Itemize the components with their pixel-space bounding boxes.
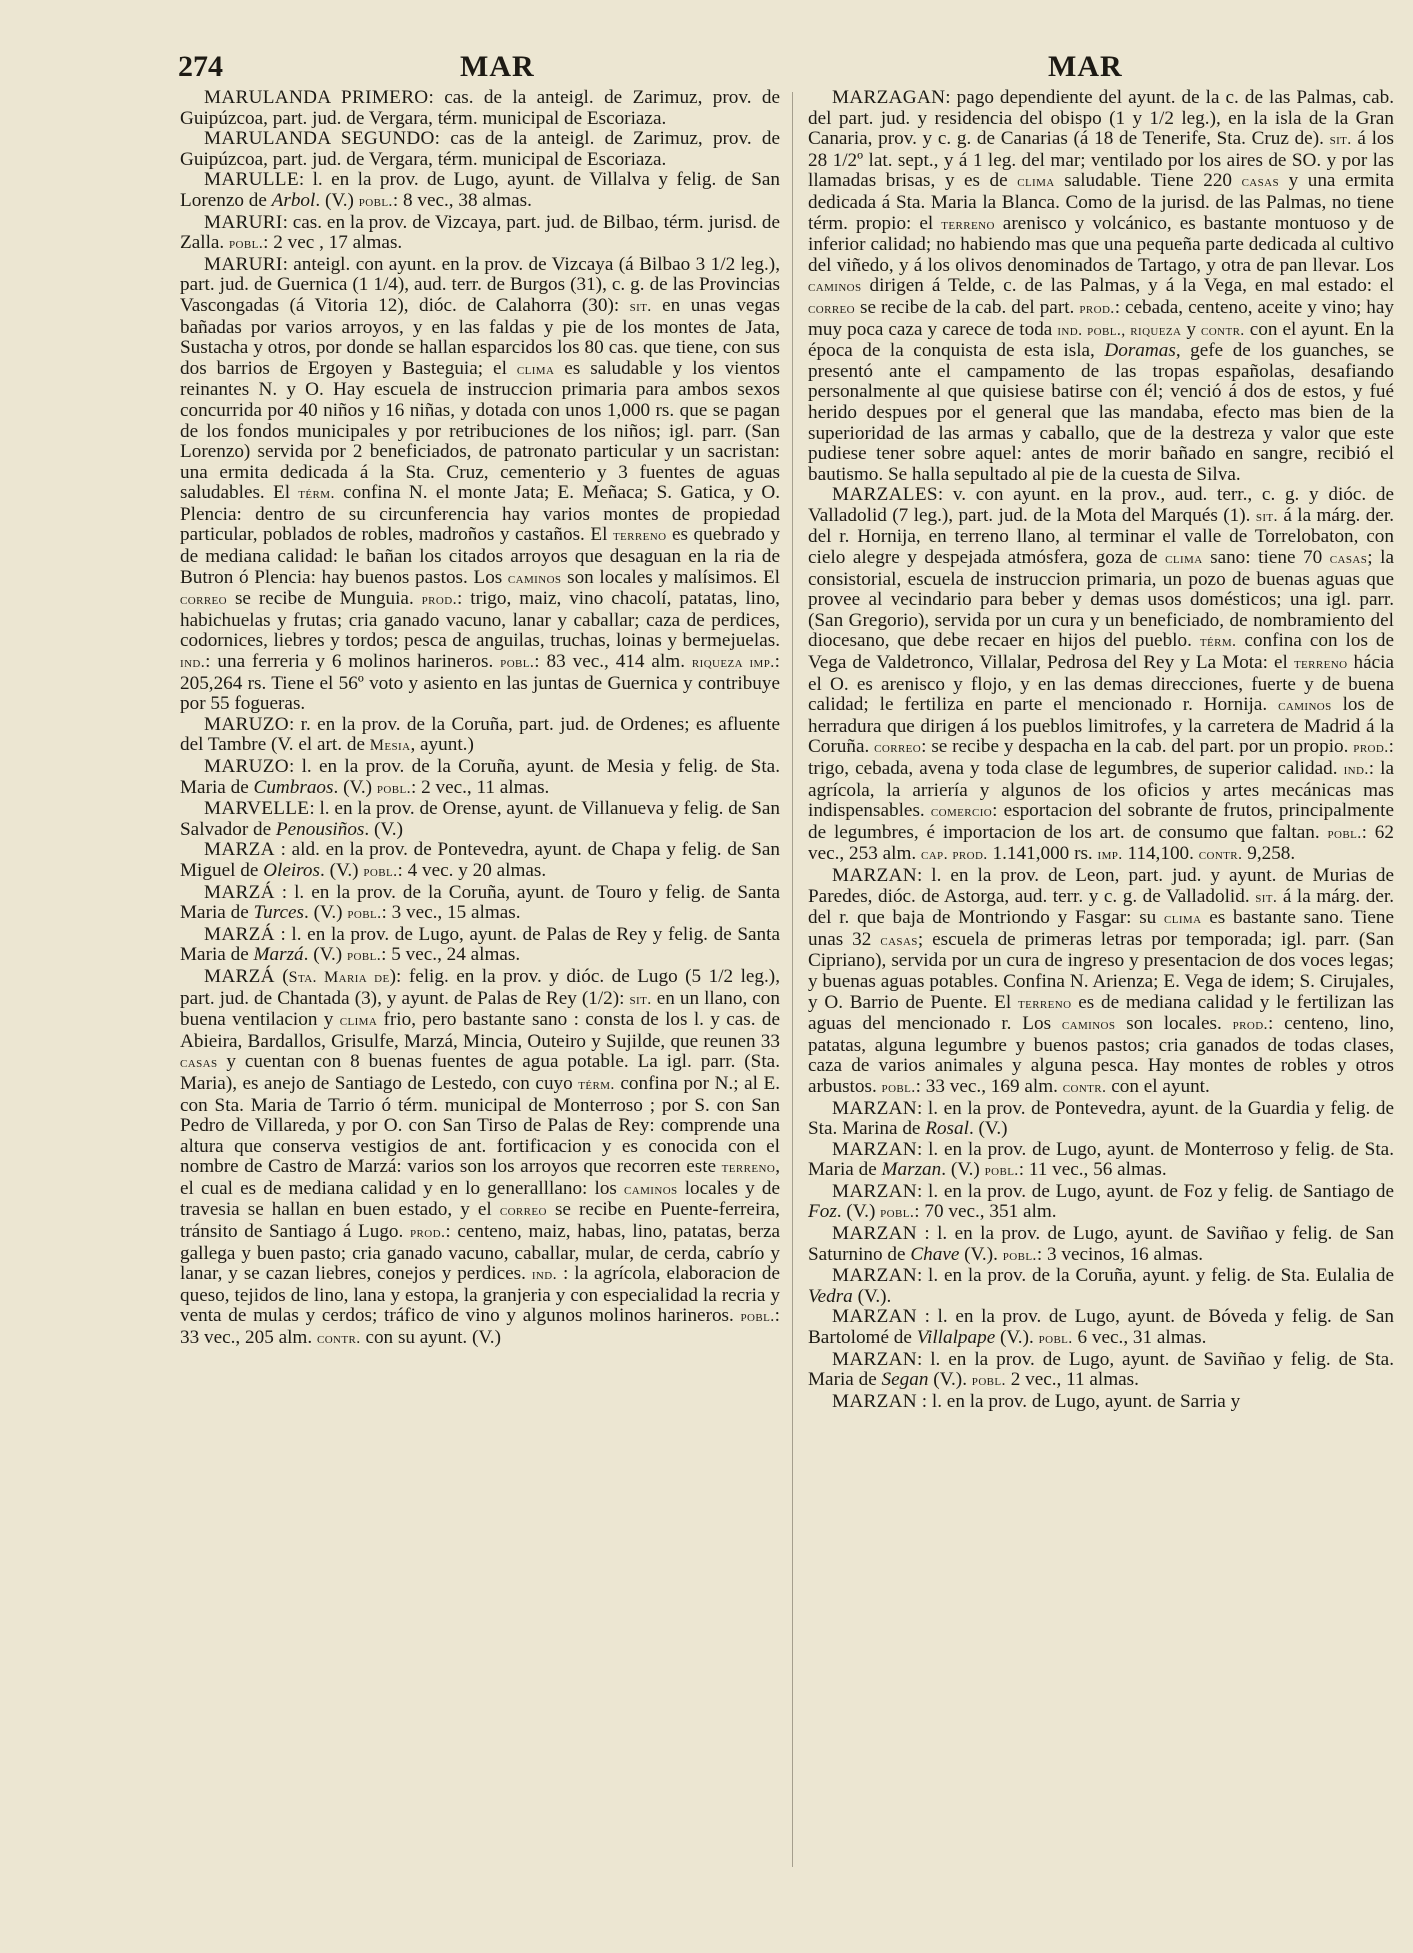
- small-caps-term: casas: [180, 1054, 218, 1072]
- small-caps-term: pobl.: [880, 1204, 915, 1222]
- small-caps-term: terreno: [1017, 994, 1072, 1012]
- italic-term: Oleiros: [263, 859, 320, 881]
- entry-text: : 11 vec., 56 almas.: [1018, 1159, 1167, 1181]
- entry-text: es bastante sano. Tiene unas 32: [808, 907, 1394, 950]
- small-caps-term: Sta. Maria de: [288, 968, 390, 986]
- small-caps-term: clima: [1164, 910, 1202, 928]
- small-caps-term: contr.: [1201, 321, 1245, 339]
- page-number: 274: [178, 50, 223, 83]
- right-running-head: MAR: [1048, 50, 1123, 83]
- dictionary-entry: [180, 883, 780, 925]
- entry-text: : l. en la prov. de Leon, part. jud. y ayunt. de Murias de Paredes, dióc. de Astorga, aud. terr. y c. g. de Valladolid.: [808, 864, 1394, 907]
- italic-term: Chave: [910, 1243, 960, 1265]
- small-caps-term: ind.: [1343, 761, 1369, 778]
- entry-text: 2 vec., 11 almas.: [1005, 1369, 1139, 1391]
- entry-text: dirigen á Telde, c. de las Palmas, y á la Vega, en mal estado: el: [861, 275, 1394, 297]
- entry-text: son locales.: [1115, 1013, 1233, 1035]
- dictionary-entry: [808, 1099, 1394, 1140]
- entry-text: . (V.): [968, 1118, 1008, 1140]
- entry-text: locales y de travesia se hallan en buen estado, y el: [180, 1177, 780, 1221]
- entry-text: : centeno, maiz, habas, lino, patatas, berza gallega y buen pasto; cria ganado vacuno, caballar, mular, de cerda, cabrío y lanar, y se cazan liebres, conejos y perdices.: [180, 1221, 780, 1285]
- entry-text: (V.).: [852, 1285, 892, 1307]
- left-column: [180, 88, 780, 1350]
- entry-text: : se recibe y despacha en la cab. del part. por un propio.: [921, 736, 1354, 758]
- entry-text: : trigo, maiz, vino chacolí, patatas, lino, habichuelas y frutas; cria ganado vacuno, lanar y caballar; caza de perdices, codornices, liebres y tordos; pesca de anguilas, truchas, loinas y bermejuelas.: [180, 588, 780, 652]
- entry-text: . (V.): [364, 818, 403, 840]
- entry-headword: MARURI: [204, 211, 283, 233]
- entry-headword: MARULANDA SEGUNDO: [204, 128, 435, 150]
- dictionary-entry: [808, 1307, 1394, 1349]
- entry-headword: MARZAN: [832, 1223, 917, 1245]
- entry-text: se recibe de la cab. del part.: [855, 296, 1080, 318]
- dictionary-entry: [808, 1350, 1394, 1392]
- right-column: [808, 88, 1394, 1412]
- small-caps-term: pobl.: [500, 654, 535, 672]
- entry-text: : la agrícola, la arriería y algunos de los oficios y artes mecánicas mas indispensables.: [808, 758, 1394, 822]
- small-caps-term: pobl.: [1327, 824, 1362, 842]
- entry-text: : l. en la prov. de Lugo, ayunt. de Saviñao y felig. de Sta. Maria de: [808, 1348, 1394, 1391]
- entry-headword: MARUZO: [204, 713, 289, 735]
- small-caps-term: ind.: [180, 654, 206, 672]
- entry-headword: MARZAN: [832, 1138, 917, 1160]
- entry-text: hácia el O. es arenisco y flojo, y en las demas direcciones, fuerte y de buena calidad; le fertiliza en parte el mencionado r. Hornija.: [808, 652, 1394, 716]
- entry-text: . (V.): [941, 1159, 985, 1181]
- entry-text: : anteigl. con ayunt. en la prov. de Vizcaya (á Bilbao 3 1/2 leg.), part. jud. de Guernica (1 1/4), aud. terr. de Burgos (31), c. g. de las Provincias Vascongadas (á Vitoria 12), dióc. de Calahorra (30):: [180, 253, 780, 316]
- entry-text: : l. en la prov. de Lugo, ayunt. de Foz y felig. de Santiago de: [916, 1180, 1394, 1202]
- entry-text: en unas vegas bañadas por varios arroyos, y en las faldas y pie de los montes de Jata, Sustacha y otros, por donde se hallan esparcidos los 80 cas. que tiene, con sus dos barrios de Ergoyen y Basteguia; el: [180, 294, 780, 379]
- small-caps-term: prod.: [421, 591, 457, 609]
- entry-text: , gefe de los guanches, se presentó ante el campamento de las tropas españolas, desafiando personalmente al que quisiese batirse con él; venció á dos de estos, y fué herido despues por el general que las mandaba, efecto mas bien de la superioridad de las armas y caballo, que de la destreza y valor que este pudiese tener sobre aquel: antes de morir bañado en sangre, recibió el bautismo. Se halla sepultado al pie de la cuesta de Silva.: [808, 340, 1394, 485]
- entry-text: 9,258.: [1242, 843, 1296, 865]
- dictionary-entry: [180, 840, 780, 882]
- entry-headword: MARZÁ: [204, 923, 275, 945]
- entry-text: : la agrícola, elaboracion de queso, tejidos de lino, lana y estopa, la granjeria y con especialidad la recria y venta de mulas y cerdos; tráfico de vino y algunos molinos harineros.: [180, 1263, 780, 1327]
- small-caps-term: sit.: [1255, 888, 1278, 906]
- small-caps-term: casas: [880, 931, 918, 949]
- small-caps-term: contr.: [1062, 1078, 1107, 1096]
- entry-text: los de herradura que dirigen á los pueblos limitrofes, y la carretera de Madrid á la Coruña.: [808, 694, 1394, 758]
- entry-text: : 2 vec , 17 almas.: [263, 232, 403, 254]
- entry-text: : cas de la anteigl. de Zarimuz, prov. de Guipúzcoa, part. jud. de Vergara, térm. municipal de Escoriaza.: [180, 128, 781, 170]
- small-caps-term: correo: [499, 1202, 547, 1220]
- small-caps-term: terreno: [721, 1159, 776, 1177]
- dictionary-entry: [180, 170, 780, 212]
- entry-text: sano: tiene 70: [1202, 547, 1330, 569]
- entry-headword: MARURI: [204, 253, 283, 275]
- entry-text: : 3 vec., 15 almas.: [381, 902, 521, 924]
- entry-text: es saludable y los vientos reinantes N. y O. Hay escuela de instruccion primaria para ambos sexos concurrida por 40 niños y 16 niñas, y dotada con unos 1,000 rs. que se pagan de los fondos municipales y por retribuciones de los niños; igl. parr. (San Lorenzo) servida por 2 beneficiados, de patronato particular y un sacristan: una ermita dedicada á la Sta. Cruz, cementerio y 3 fuentes de aguas saludables. El: [180, 357, 780, 504]
- entry-text: , ayunt.): [410, 734, 474, 756]
- entry-text: á la márg. der. del r. Hornija, en terreno llano, al terminar el valle de Torrelobaton, con cielo alegre y despejada atmósfera, goza de: [808, 504, 1394, 569]
- entry-headword: MARZALES: [832, 484, 938, 506]
- dictionary-entry: [180, 715, 780, 757]
- italic-term: Marzan: [881, 1159, 942, 1181]
- small-caps-term: caminos: [507, 569, 562, 587]
- small-caps-term: pobl.: [347, 905, 382, 923]
- entry-text: es quebrado y de mediana calidad: le bañan los citados arroyos que desaguan en la ria de Butron ó Plencia: hay buenos pastos. Los: [180, 524, 781, 588]
- entry-text: : trigo, cebada, avena y toda clase de legumbres, de superior calidad.: [808, 736, 1394, 779]
- entry-text: : ald. en la prov. de Pontevedra, ayunt. de Chapa y felig. de San Miguel de: [180, 839, 780, 881]
- entry-headword: MARZAN: [832, 1390, 917, 1412]
- entry-text: : una ferreria y 6 molinos harineros.: [205, 651, 501, 673]
- small-caps-term: imp.: [1097, 846, 1123, 864]
- italic-term: Turces: [253, 902, 304, 924]
- entry-text: : 3 vecinos, 16 almas.: [1036, 1243, 1204, 1265]
- entry-text: con el ayunt.: [1106, 1075, 1210, 1097]
- small-caps-term: pobl.: [358, 192, 393, 210]
- entry-text: : l. en la prov. de la Coruña, ayunt. de Touro y felig. de Santa Maria de: [180, 881, 780, 924]
- entry-text: : l. en la prov. de Lugo, ayunt. de Monterroso y felig. de Sta. Maria de: [808, 1138, 1394, 1181]
- small-caps-term: sit.: [629, 297, 652, 315]
- entry-text: . (V.): [304, 902, 348, 924]
- entry-text: : 70 vec., 351 alm.: [914, 1201, 1057, 1223]
- italic-term: Doramas: [1104, 340, 1176, 362]
- entry-text: 6 vec., 31 almas.: [1072, 1327, 1207, 1349]
- small-caps-term: pobl.: [347, 947, 382, 965]
- small-caps-term: térm.: [1199, 633, 1237, 651]
- dictionary-entry: [180, 967, 780, 1350]
- small-caps-term: pobl.: [1038, 1330, 1073, 1348]
- small-caps-term: correo: [874, 739, 922, 757]
- entry-text: arenisco y volcánico, es bastante montuoso y de inferior calidad; no habiendo mas que una pequeña parte dedicada al cultivo del viñedo, y á los olivos denominados de Tartago, y otra de pan llevar. Los: [808, 212, 1394, 276]
- entry-text: (V.).: [928, 1369, 972, 1391]
- italic-term: Marzá: [253, 944, 304, 966]
- small-caps-term: térm.: [298, 485, 335, 503]
- dictionary-entry: [180, 129, 780, 170]
- entry-text: : cas. en la prov. de Vizcaya, part. jud. de Bilbao, térm. jurisd. de Zalla.: [180, 211, 780, 254]
- entry-text: ): felig. en la prov. y dióc. de Lugo (5 1/2 leg.), part. jud. de Chantada (3), y ayunt. de Palas de Rey (1/2):: [180, 965, 780, 1009]
- entry-text: confina por N.; al E. con Sta. Maria de Tarrio ó térm. municipal de Monterroso ; por S. con San Pedro de Villareda, y por O. con San Tirso de Palas de Rey: comprende una altura que conserva vestigios de ant. fortificacion y es conocida con el nombre de Castro de Marzá: varios son los arroyos que recorren este: [180, 1072, 780, 1178]
- entry-text: y una ermita dedicada á Sta. Maria la Blanca. Como de la jurisd. de las Palmas, no tiene térm. propio: el: [808, 170, 1394, 234]
- entry-text: : centeno, lino, patatas, alguna legumbre y buenos pastos; cria ganados de todas clases, caza de varios animales y alguna pesca. Hay montes de robles y otros arbustos.: [808, 1013, 1395, 1097]
- dictionary-entry: [808, 1224, 1394, 1266]
- small-caps-term: prod.: [1353, 739, 1389, 757]
- entry-headword: MARZAN: [832, 1265, 917, 1287]
- entry-text: . (V.): [303, 944, 347, 966]
- entry-headword: MARVELLE: [204, 798, 310, 820]
- small-caps-term: comercio: [930, 803, 993, 821]
- small-caps-term: prod.: [1232, 1016, 1268, 1034]
- small-caps-term: térm.: [578, 1075, 615, 1093]
- small-caps-term: pobl.: [740, 1308, 775, 1326]
- small-caps-term: pobl.: [376, 779, 411, 797]
- small-caps-term: terreno: [612, 527, 667, 545]
- small-caps-term: sit.: [1255, 507, 1278, 525]
- entry-headword: MARUZO: [204, 756, 289, 777]
- small-caps-term: correo: [808, 299, 856, 317]
- entry-text: se recibe en Puente-ferreira, tránsito de Santiago á Lugo.: [180, 1199, 780, 1243]
- entry-text: : esportacion del sobrante de frutos, principalmente de legumbres, é importacion de los art. de consumo que faltan.: [808, 800, 1394, 843]
- small-caps-term: pobl.: [984, 1162, 1019, 1180]
- italic-term: Segan: [881, 1369, 929, 1391]
- entry-text: se recibe de Munguia.: [227, 588, 422, 610]
- small-caps-term: clima: [1165, 550, 1203, 568]
- dictionary-entry: [180, 213, 780, 255]
- small-caps-term: pobl.: [1002, 1246, 1037, 1264]
- entry-text: : 5 vec., 24 almas.: [381, 944, 521, 966]
- entry-text: y cuentan con 8 buenas fuentes de agua potable. La igl. parr. (Sta. Maria), es anejo de Santiago de Lestedo, con cuyo: [180, 1051, 780, 1094]
- running-header: [0, 50, 1413, 90]
- entry-text: : cebada, centeno, aceite y vino; hay muy poca caza y carece de toda: [808, 296, 1395, 340]
- entry-text: (V.).: [959, 1243, 1003, 1265]
- small-caps-term: pobl.: [363, 862, 398, 880]
- entry-headword: MARZAN: [832, 864, 917, 886]
- entry-text: . (V.): [320, 859, 364, 881]
- entry-headword: MARZAN: [832, 1180, 917, 1202]
- entry-text: ; escuela de primeras letras por temporada; igl. parr. (San Cipriano), servida por un cura de ingreso y presentacion de dos voces legas; y buenas aguas potables. Confina N. Arienza; E. Vega de idem; S. Cirujales, y O. Barrio de Puente. El: [808, 928, 1395, 1013]
- dictionary-entry: [180, 799, 780, 840]
- italic-term: Rosal: [925, 1118, 969, 1140]
- small-caps-term: casas: [1329, 550, 1368, 568]
- entry-text: con su ayunt. (V.): [360, 1327, 501, 1349]
- entry-text: . (V.): [333, 776, 377, 798]
- entry-text: . (V.): [315, 189, 359, 211]
- entry-text: frio, pero bastante sano : consta de los l. y cas. de Abieira, Bardallos, Grisulfe, Marzá, Mincia, Outeiro y Sujilde, que reunen 33: [180, 1009, 781, 1052]
- entry-text: saludable. Tiene 220: [1054, 170, 1242, 192]
- entry-text: : l. en la prov. de Orense, ayunt. de Villanueva y felig. de San Salvador de: [180, 798, 780, 840]
- entry-headword: MARZAGAN: [832, 87, 946, 108]
- small-caps-term: caminos: [1278, 697, 1332, 715]
- small-caps-term: ind.: [531, 1266, 558, 1284]
- dictionary-entry: [808, 485, 1394, 866]
- left-running-head: MAR: [460, 50, 535, 83]
- entry-headword: MARZÁ: [204, 881, 275, 903]
- entry-text: . (V.): [836, 1201, 881, 1223]
- small-caps-term: Mesia: [369, 737, 411, 755]
- small-caps-term: pobl.: [229, 235, 264, 253]
- italic-term: Arbol: [271, 189, 316, 211]
- entry-text: es de mediana calidad y le fertilizan las aguas del mencionado r. Los: [808, 991, 1394, 1035]
- small-caps-term: cap. prod.: [920, 846, 988, 864]
- small-caps-term: caminos: [1061, 1016, 1116, 1034]
- entry-text: : l. en la prov. de Lugo, ayunt. de Palas de Rey y felig. de Santa Maria de: [180, 923, 780, 966]
- dictionary-entry: [808, 88, 1394, 485]
- entry-text: : 8 vec., 38 almas.: [392, 189, 532, 211]
- small-caps-term: prod.: [1079, 299, 1115, 317]
- entry-text: : 33 vec., 205 alm.: [180, 1305, 780, 1349]
- dictionary-entry: [808, 866, 1394, 1099]
- small-caps-term: ind. pobl., riqueza: [1057, 321, 1182, 339]
- italic-term: Penousiños: [275, 818, 365, 840]
- entry-headword: MARULANDA PRIMERO: [204, 87, 429, 108]
- entry-text: con el ayunt. En la época de la conquista de esta isla,: [808, 318, 1395, 362]
- small-caps-term: clima: [339, 1012, 378, 1030]
- entry-text: en un llano, con buena ventilacion y: [180, 987, 780, 1031]
- entry-text: : l. en la prov. de Lugo, ayunt. de Villalva y felig. de San Lorenzo de: [180, 169, 780, 211]
- entry-text: : pago dependiente del ayunt. de la c. de las Palmas, cab. del part. jud. y residencia del obispo (1 y 1/2 leg.), en la isla de la Gran Canaria, prov. y c. g. de Canarias (á 18 de Tenerife, Sta. Cruz de).: [808, 87, 1394, 150]
- small-caps-term: pobl.: [881, 1078, 916, 1096]
- dictionary-entry: [808, 1182, 1394, 1224]
- dictionary-entry: [808, 1392, 1394, 1413]
- entry-text: y: [1181, 318, 1202, 340]
- entry-text: : cas. de la anteigl. de Zarimuz, prov. de Guipúzcoa, part. jud. de Vergara, térm. municipal de Escoriaza.: [180, 87, 781, 129]
- small-caps-term: contr.: [1198, 846, 1243, 864]
- entry-text: , el cual es de mediana calidad y en lo generalllano: los: [180, 1156, 780, 1199]
- entry-headword: MARULLE: [204, 169, 299, 191]
- italic-term: Cumbraos: [253, 776, 334, 798]
- entry-text: ; la consistorial, escuela de instruccion primaria, un pozo de buenas aguas que provee al vecindario para beber y demas usos domésticos; una igl. parr. (San Gregorio), servida por un cura y un beneficiado, de nombramiento del diocesano, que debe recaer en hijos del pueblo.: [808, 547, 1394, 652]
- entry-text: son locales y malísimos. El: [561, 566, 780, 588]
- entry-text: : l. en la prov. de la Coruña, ayunt. de Mesia y felig. de Sta. Maria de: [180, 756, 780, 798]
- small-caps-term: terreno: [941, 215, 995, 233]
- entry-text: : 62 vec., 253 alm.: [808, 821, 1394, 865]
- small-caps-term: riqueza imp.: [691, 654, 775, 672]
- entry-text: : 83 vec., 414 alm.: [534, 651, 692, 673]
- italic-term: Foz: [808, 1201, 837, 1223]
- entry-headword: MARZAN: [832, 1348, 917, 1370]
- small-caps-term: correo: [180, 591, 228, 609]
- entry-text: 114,100.: [1122, 843, 1199, 865]
- italic-term: Villalpape: [916, 1327, 996, 1349]
- dictionary-entry: [180, 88, 780, 129]
- entry-text: (: [274, 965, 289, 987]
- entry-text: : l. en la prov. de Lugo, ayunt. de Saviñao y felig. de San Saturnino de: [808, 1223, 1394, 1265]
- dictionary-entry: [808, 1140, 1394, 1182]
- small-caps-term: pobl.: [971, 1372, 1006, 1390]
- column-rule: [792, 92, 793, 1867]
- small-caps-term: sit.: [1329, 131, 1352, 149]
- dictionary-entry: [180, 925, 780, 967]
- small-caps-term: caminos: [624, 1180, 678, 1198]
- entry-text: á los 28 1/2º lat. sept., y á 1 leg. del mar; ventilado por los aires de SO. y por las llamadas brisas, y es de: [808, 128, 1394, 192]
- entry-text: : l. en la prov. de Lugo, ayunt. de Bóveda y felig. de San Bartolomé de: [808, 1306, 1394, 1349]
- small-caps-term: prod.: [410, 1224, 446, 1242]
- entry-text: : 33 vec., 169 alm.: [915, 1075, 1063, 1097]
- entry-text: : l. en la prov. de Lugo, ayunt. de Sarria y: [916, 1390, 1241, 1412]
- small-caps-term: contr.: [316, 1330, 361, 1348]
- entry-text: confina N. el monte Jata; E. Meñaca; S. Gatica, y O. Plencia: dentro de su circunferencia hay varios montes de propiedad particular, poblados de robles, madroños y castaños. El: [180, 482, 780, 546]
- entry-text: : l. en la prov. de la Coruña, ayunt. y felig. de Sta. Eulalia de: [916, 1265, 1394, 1287]
- entry-text: : v. con ayunt. en la prov., aud. terr., c. g. y dióc. de Valladolid (7 leg.), part. jud. de la Mota del Marqués (1).: [808, 484, 1394, 526]
- entry-text: : 205,264 rs. Tiene el 56º voto y asiento en las juntas de Guernica y contribuye por 55 fogueras.: [180, 651, 780, 715]
- dictionary-entry: [180, 757, 780, 799]
- entry-headword: MARZAN: [832, 1306, 917, 1328]
- small-caps-term: sit.: [629, 990, 652, 1008]
- entry-text: : l. en la prov. de Pontevedra, ayunt. de la Guardia y felig. de Sta. Marina de: [808, 1097, 1394, 1140]
- entry-text: confina con los de Vega de Valdetronco, Villalar, Pedrosa del Rey y La Mota: el: [808, 630, 1394, 674]
- dictionary-entry: [180, 255, 780, 715]
- italic-term: Vedra: [808, 1285, 853, 1307]
- small-caps-term: clima: [1017, 173, 1055, 191]
- dictionary-entry: [808, 1266, 1394, 1307]
- entry-text: 1.141,000 rs.: [987, 843, 1098, 865]
- entry-text: : r. en la prov. de la Coruña, part. jud. de Ordenes; es afluente del Tambre (V. el art. de: [180, 713, 780, 756]
- entry-headword: MARZÁ: [204, 965, 275, 987]
- small-caps-term: clima: [516, 360, 555, 378]
- small-caps-term: casas: [1241, 173, 1280, 191]
- entry-text: (V.).: [995, 1327, 1039, 1349]
- entry-headword: MARZA: [204, 839, 275, 861]
- small-caps-term: caminos: [808, 278, 862, 296]
- entry-text: : 2 vec., 11 almas.: [410, 776, 550, 798]
- entry-headword: MARZAN: [832, 1097, 917, 1119]
- entry-text: á la márg. der. del r. que baja de Montriondo y Fasgar: su: [808, 885, 1394, 929]
- entry-text: : 4 vec. y 20 almas.: [397, 859, 547, 881]
- small-caps-term: terreno: [1293, 655, 1348, 673]
